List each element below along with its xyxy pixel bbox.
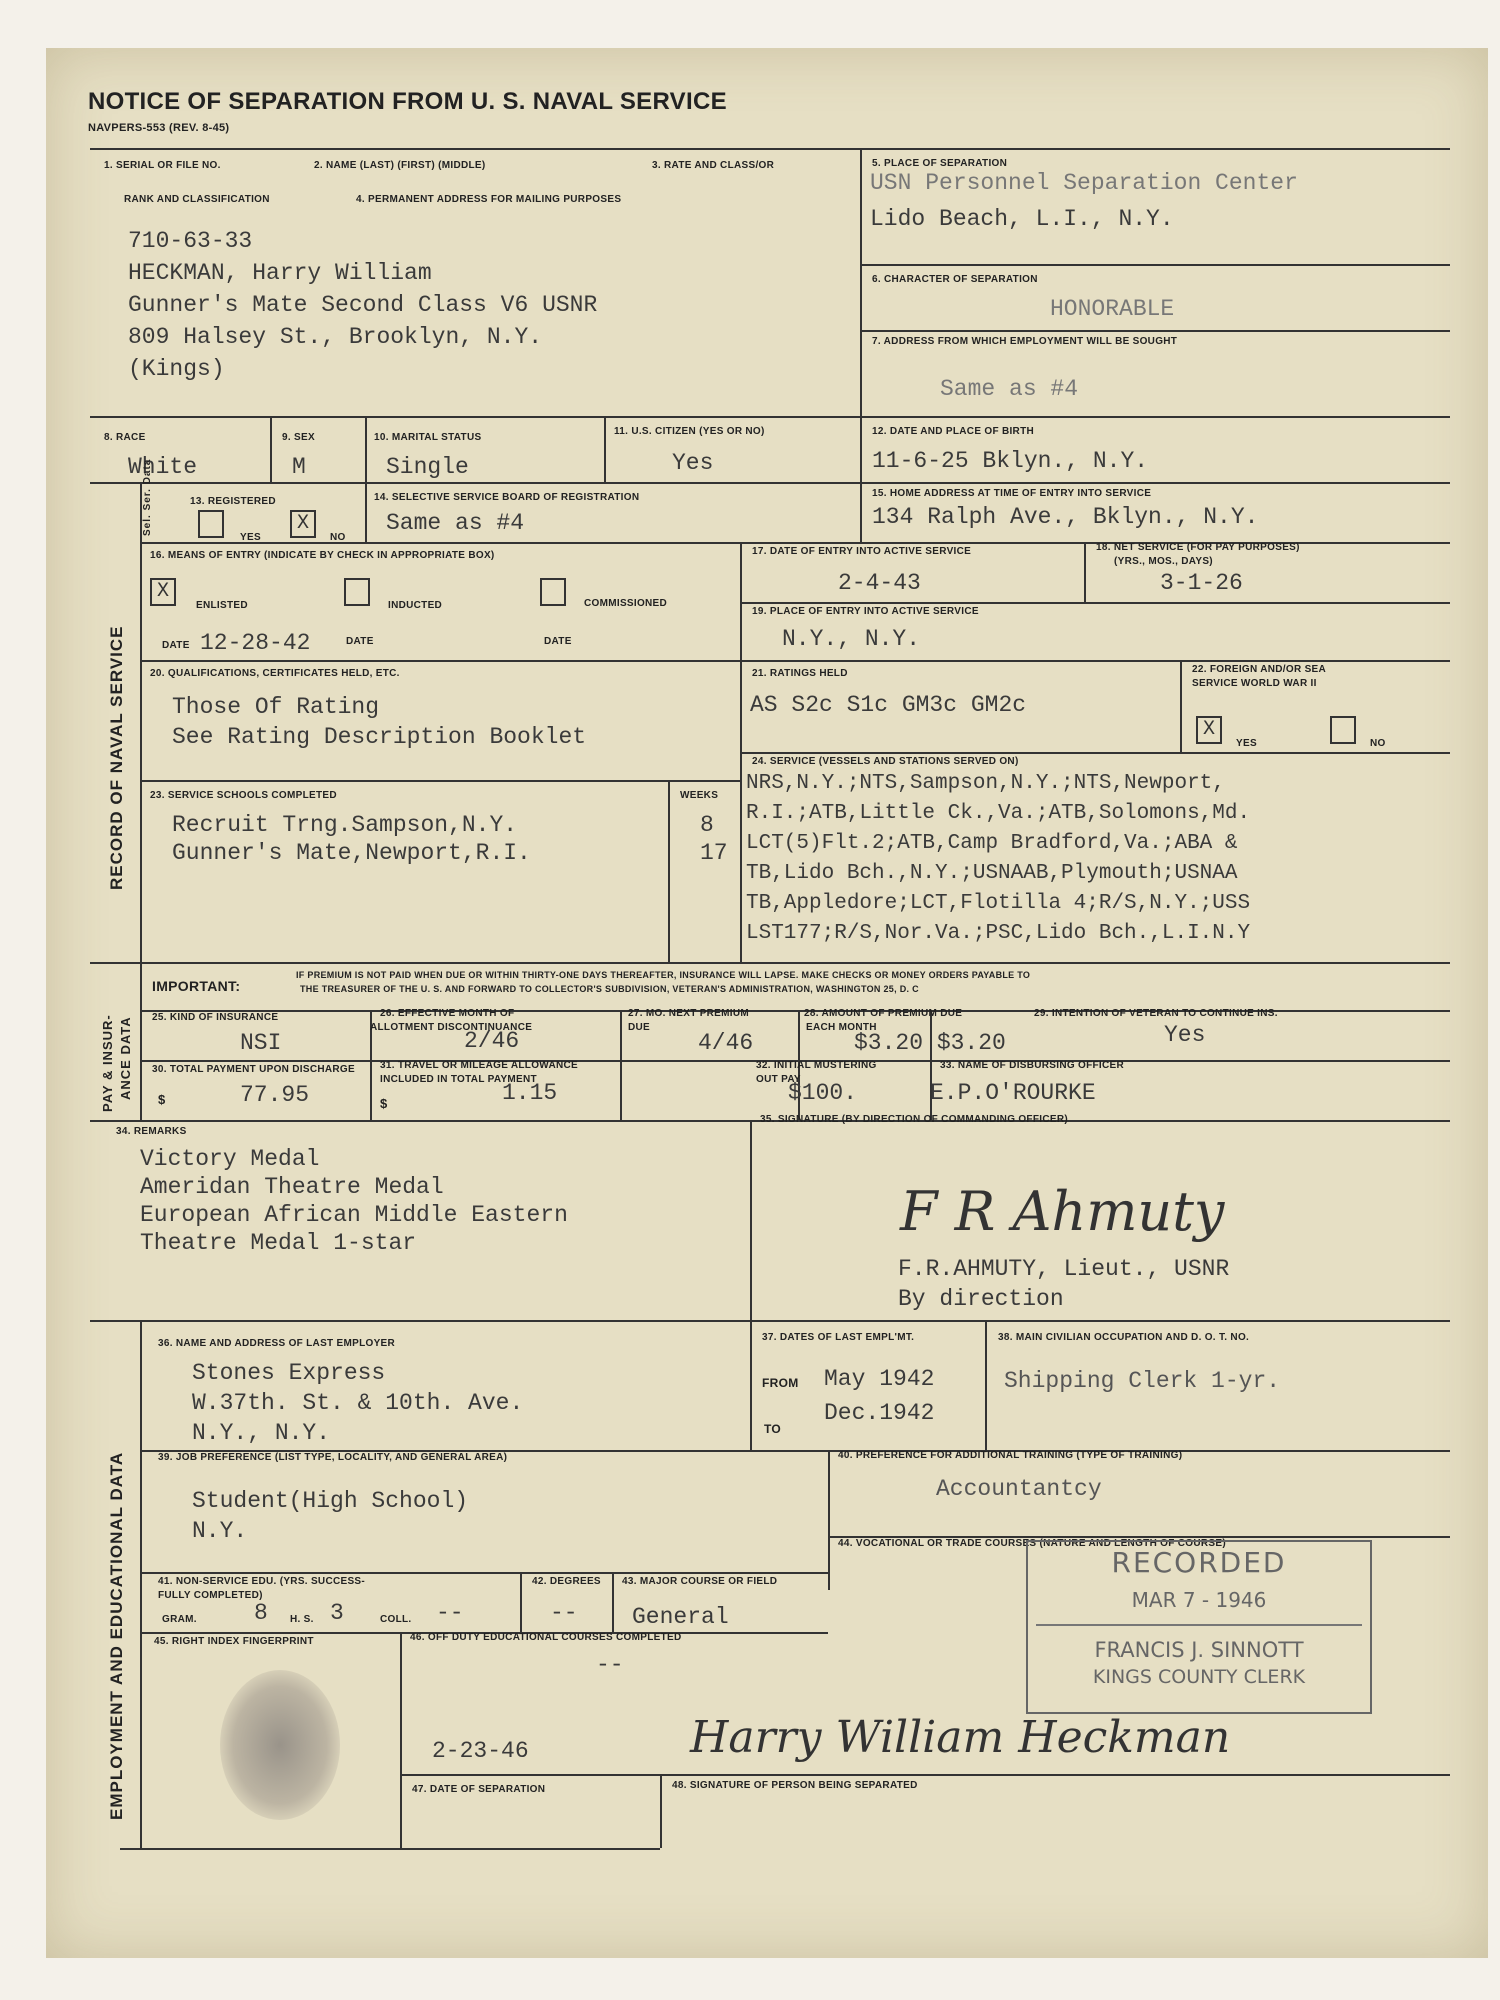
value-address-line1: 809 Halsey St., Brooklyn, N.Y. xyxy=(128,324,543,350)
value-employer-1: Stones Express xyxy=(192,1360,386,1386)
label-last-employer: 36. NAME AND ADDRESS OF LAST EMPLOYER xyxy=(158,1338,396,1349)
value-degrees: -- xyxy=(550,1600,578,1626)
rule xyxy=(120,1848,660,1850)
value-qualifications-1: Those Of Rating xyxy=(172,694,380,720)
label-service-schools: 23. SERVICE SCHOOLS COMPLETED xyxy=(150,790,337,801)
value-service-line: TB,Appledore;LCT,Flotilla 4;R/S,N.Y.;USS xyxy=(746,892,1251,915)
label-allotment-2: ALLOTMENT DISCONTINUANCE xyxy=(370,1022,533,1033)
value-employer-3: N.Y., N.Y. xyxy=(192,1420,331,1446)
side-label-pay1: PAY & INSUR- xyxy=(100,1014,115,1112)
value-empl-to: Dec.1942 xyxy=(824,1400,935,1426)
label-non-service-edu: 41. NON-SERVICE EDU. (YRS. SUCCESS- xyxy=(158,1576,366,1587)
important-notice-2: THE TREASURER OF THE U. S. AND FORWARD TO COLLECTOR'S SUBDIVISION, VETERAN'S ADMINISTRATION, WASHINGTON 25, D. C xyxy=(300,984,919,994)
rule xyxy=(860,148,862,416)
label-inducted: INDUCTED xyxy=(388,600,443,611)
label-marital: 10. MARITAL STATUS xyxy=(374,432,482,443)
value-next-premium: 4/46 xyxy=(698,1030,754,1056)
label-training: 40. PREFERENCE FOR ADDITIONAL TRAINING (TYPE OF TRAINING) xyxy=(838,1450,1183,1461)
label-gram: GRAM. xyxy=(162,1614,197,1625)
label-intention: 29. INTENTION OF VETERAN TO CONTINUE INS. xyxy=(1034,1008,1278,1019)
label-travel: 31. TRAVEL OR MILEAGE ALLOWANCE xyxy=(380,1060,579,1071)
rule xyxy=(750,1320,752,1450)
value-employer-2: W.37th. St. & 10th. Ave. xyxy=(192,1390,524,1416)
label-next-premium-due: DUE xyxy=(628,1022,651,1033)
label-hs: H. S. xyxy=(290,1614,314,1625)
rule xyxy=(740,752,1450,754)
value-service-line: TB,Lido Bch.,N.Y.;USNAAB,Plymouth;USNAA xyxy=(746,862,1238,885)
value-school-1: Recruit Trng.Sampson,N.Y. xyxy=(172,812,518,838)
label-total-payment: 30. TOTAL PAYMENT UPON DISCHARGE xyxy=(152,1064,355,1075)
label-sea-service-2: SERVICE WORLD WAR II xyxy=(1192,678,1317,689)
label-ratings: 21. RATINGS HELD xyxy=(752,668,848,679)
label-vocational: 44. VOCATIONAL OR TRADE COURSES (NATURE AND LENGTH OF COURSE) xyxy=(838,1538,1226,1549)
value-sex: M xyxy=(292,454,306,480)
stamp-date: MAR 7 - 1946 xyxy=(1131,1588,1267,1612)
label-service-stations: 24. SERVICE (VESSELS AND STATIONS SERVED ON) xyxy=(752,756,1019,767)
label-no: NO xyxy=(330,532,346,543)
value-rate: Gunner's Mate Second Class V6 USNR xyxy=(128,292,598,318)
side-label-employment: EMPLOYMENT AND EDUCATIONAL DATA xyxy=(107,1451,126,1820)
commissioned-checkbox[interactable] xyxy=(540,578,566,606)
value-race: White xyxy=(128,454,198,480)
recorded-stamp xyxy=(1026,1540,1372,1714)
label-place-separation: 5. PLACE OF SEPARATION xyxy=(872,158,1008,169)
inducted-checkbox[interactable] xyxy=(344,578,370,606)
rule xyxy=(365,416,367,482)
sea-service-yes-checkbox[interactable]: X xyxy=(1196,716,1222,744)
rule xyxy=(140,482,142,962)
label-mustering: 32. INITIAL MUSTERING xyxy=(756,1060,877,1071)
rule xyxy=(140,780,740,782)
label-next-premium: 27. MO. NEXT PREMIUM xyxy=(628,1008,750,1019)
side-label-naval: RECORD OF NAVAL SERVICE xyxy=(107,625,126,890)
value-off-duty-courses: -- xyxy=(596,1652,624,1678)
person-signature: Harry William Heckman xyxy=(690,1712,1231,1763)
label-allotment: 26. EFFECTIVE MONTH OF xyxy=(380,1008,515,1019)
label-home-address: 15. HOME ADDRESS AT TIME OF ENTRY INTO SERVICE xyxy=(872,488,1152,499)
rule xyxy=(140,962,142,1120)
rule xyxy=(90,148,1450,150)
registered-yes-checkbox[interactable] xyxy=(198,510,224,538)
label-premium-each-month: EACH MONTH xyxy=(806,1022,877,1033)
value-service-line: LST177;R/S,Nor.Va.;PSC,Lido Bch.,L.I.N.Y xyxy=(746,922,1251,945)
value-school-2-weeks: 17 xyxy=(700,840,728,866)
label-dollar-sign: $ xyxy=(380,1096,388,1111)
value-employment-address: Same as #4 xyxy=(940,376,1079,402)
rule xyxy=(365,482,367,542)
rule xyxy=(400,1632,402,1848)
label-character: 6. CHARACTER OF SEPARATION xyxy=(872,274,1038,285)
label-remarks: 34. REMARKS xyxy=(116,1126,187,1137)
value-occupation: Shipping Clerk 1-yr. xyxy=(1004,1368,1281,1394)
label-date-commissioned: DATE xyxy=(544,636,572,647)
value-enlist-date: 12-28-42 xyxy=(200,630,311,656)
registered-no-checkbox[interactable]: X xyxy=(290,510,316,538)
label-entry-place: 19. PLACE OF ENTRY INTO ACTIVE SERVICE xyxy=(752,606,979,617)
value-qualifications-2: See Rating Description Booklet xyxy=(172,724,587,750)
rule xyxy=(270,416,272,482)
value-travel: 1.15 xyxy=(502,1080,558,1106)
form-number: NAVPERS-553 (REV. 8-45) xyxy=(88,122,230,134)
value-name: HECKMAN, Harry William xyxy=(128,260,432,286)
value-officer-name: F.R.AHMUTY, Lieut., USNR xyxy=(898,1256,1230,1282)
rule xyxy=(668,780,670,962)
label-separation-date: 47. DATE OF SEPARATION xyxy=(412,1784,546,1795)
label-rate: 3. RATE AND CLASS/OR xyxy=(652,160,775,171)
value-empl-from: May 1942 xyxy=(824,1366,935,1392)
label-commissioned: COMMISSIONED xyxy=(584,598,668,609)
label-rank: RANK AND CLASSIFICATION xyxy=(124,194,270,205)
label-important: IMPORTANT: xyxy=(152,978,241,994)
value-character: HONORABLE xyxy=(1050,296,1175,322)
label-sel-ser-data: Sel. Ser. Data xyxy=(142,458,153,536)
value-coll-years: -- xyxy=(436,1600,464,1626)
value-remark: Ameridan Theatre Medal xyxy=(140,1174,444,1200)
label-travel-2: INCLUDED IN TOTAL PAYMENT xyxy=(380,1074,537,1085)
label-employment-address: 7. ADDRESS FROM WHICH EMPLOYMENT WILL BE SOUGHT xyxy=(872,336,1178,347)
label-means-entry: 16. MEANS OF ENTRY (INDICATE BY CHECK IN APPROPRIATE BOX) xyxy=(150,550,495,561)
form-title: NOTICE OF SEPARATION FROM U. S. NAVAL SERVICE xyxy=(88,88,727,115)
label-sea-yes: YES xyxy=(1236,738,1257,749)
value-birth: 11-6-25 Bklyn., N.Y. xyxy=(872,448,1149,474)
label-date-inducted: DATE xyxy=(346,636,374,647)
label-disbursing: 33. NAME OF DISBURSING OFFICER xyxy=(940,1060,1125,1071)
rule xyxy=(90,962,1450,964)
value-job-preference-1: Student(High School) xyxy=(192,1488,469,1514)
rule xyxy=(90,482,1450,484)
value-serial: 710-63-33 xyxy=(128,228,253,254)
value-place-separation-1: USN Personnel Separation Center xyxy=(870,170,1298,196)
rule xyxy=(985,1320,987,1450)
value-home-address: 134 Ralph Ave., Bklyn., N.Y. xyxy=(872,504,1259,530)
label-premium-amount: 28. AMOUNT OF PREMIUM DUE xyxy=(804,1008,963,1019)
label-coll: COLL. xyxy=(380,1614,412,1625)
value-training: Accountantcy xyxy=(936,1476,1102,1502)
value-place-separation-2: Lido Beach, L.I., N.Y. xyxy=(870,206,1174,232)
value-selective-board: Same as #4 xyxy=(386,510,525,536)
rule xyxy=(1180,660,1182,752)
rule xyxy=(740,602,1450,604)
rule xyxy=(620,1010,622,1120)
enlisted-checkbox[interactable]: X xyxy=(150,578,176,606)
value-intention: Yes xyxy=(1164,1022,1206,1048)
label-entry-date: 17. DATE OF ENTRY INTO ACTIVE SERVICE xyxy=(752,546,972,557)
label-job-preference: 39. JOB PREFERENCE (LIST TYPE, LOCALITY, AND GENERAL AREA) xyxy=(158,1452,508,1463)
value-remark: Victory Medal xyxy=(140,1146,320,1172)
rule xyxy=(90,416,1450,418)
value-citizen: Yes xyxy=(672,450,714,476)
label-selective-board: 14. SELECTIVE SERVICE BOARD OF REGISTRATION xyxy=(374,492,640,503)
label-sea-service: 22. FOREIGN AND/OR SEA xyxy=(1192,664,1327,675)
rule xyxy=(140,660,1450,662)
label-sea-no: NO xyxy=(1370,738,1386,749)
rule xyxy=(612,1572,614,1632)
stamp-clerk-title: KINGS COUNTY CLERK xyxy=(1092,1666,1306,1688)
sea-service-no-checkbox[interactable] xyxy=(1330,716,1356,744)
label-weeks: WEEKS xyxy=(680,790,719,801)
label-qualifications: 20. QUALIFICATIONS, CERTIFICATES HELD, ETC. xyxy=(150,668,400,679)
stamp-recorded: RECORDED xyxy=(1111,1546,1287,1579)
label-officer-signature: 35. SIGNATURE (BY DIRECTION OF COMMANDING OFFICER) xyxy=(760,1114,1068,1125)
label-degrees: 42. DEGREES xyxy=(532,1576,601,1587)
label-name: 2. NAME (LAST) (FIRST) (MIDDLE) xyxy=(314,160,486,171)
value-remark: Theatre Medal 1-star xyxy=(140,1230,417,1256)
rule xyxy=(1084,542,1086,602)
label-yes: YES xyxy=(240,532,261,543)
label-serial: 1. SERIAL OR FILE NO. xyxy=(104,160,221,171)
label-from: FROM xyxy=(762,1376,799,1390)
rule xyxy=(604,416,606,482)
important-notice-1: IF PREMIUM IS NOT PAID WHEN DUE OR WITHIN THIRTY-ONE DAYS THEREAFTER, INSURANCE WILL LAPSE. MAKE CHECKS OR MONEY ORDERS PAYABLE TO xyxy=(296,970,1031,980)
value-school-2: Gunner's Mate,Newport,R.I. xyxy=(172,840,531,866)
rule xyxy=(520,1572,522,1632)
officer-signature: F R Ahmuty xyxy=(900,1180,1225,1243)
value-remark: European African Middle Eastern xyxy=(140,1202,568,1228)
label-mustering-2: OUT PAY xyxy=(756,1074,801,1085)
label-person-signature: 48. SIGNATURE OF PERSON BEING SEPARATED xyxy=(672,1780,918,1791)
value-gram-years: 8 xyxy=(254,1600,268,1626)
rule xyxy=(860,416,862,482)
value-service-line: NRS,N.Y.;NTS,Sampson,N.Y.;NTS,Newport, xyxy=(746,772,1225,795)
rule xyxy=(140,1572,828,1574)
rule xyxy=(860,330,1450,332)
value-premium-amount: $3.20 $3.20 xyxy=(854,1030,1006,1056)
label-citizen: 11. U.S. CITIZEN (YES OR NO) xyxy=(614,426,765,437)
value-entry-date: 2-4-43 xyxy=(838,570,921,596)
label-major: 43. MAJOR COURSE OR FIELD xyxy=(622,1576,778,1587)
label-birth: 12. DATE AND PLACE OF BIRTH xyxy=(872,426,1034,437)
value-service-line: LCT(5)Flt.2;ATB,Camp Bradford,Va.;ABA & xyxy=(746,832,1238,855)
value-separation-date: 2-23-46 xyxy=(432,1738,529,1764)
label-dollar-sign: $ xyxy=(158,1092,166,1107)
label-enlisted: ENLISTED xyxy=(196,600,248,611)
label-fingerprint: 45. RIGHT INDEX FINGERPRINT xyxy=(154,1636,314,1647)
rule xyxy=(140,1320,142,1848)
label-to: TO xyxy=(764,1422,782,1436)
rule xyxy=(828,1450,830,1590)
value-insurance-kind: NSI xyxy=(240,1030,282,1056)
label-date-enlisted: DATE xyxy=(162,640,190,651)
value-allotment-month: 2/46 xyxy=(464,1028,520,1054)
fingerprint-smudge xyxy=(220,1670,340,1820)
label-address: 4. PERMANENT ADDRESS FOR MAILING PURPOSES xyxy=(356,194,622,205)
rule xyxy=(860,482,862,542)
stamp-rule xyxy=(1036,1624,1362,1626)
value-mustering: $100. xyxy=(788,1080,858,1106)
value-disbursing: E.P.O'ROURKE xyxy=(930,1080,1096,1106)
label-sex: 9. SEX xyxy=(282,432,315,443)
rule xyxy=(750,1120,752,1320)
rule xyxy=(90,1320,1450,1322)
rule xyxy=(400,1774,1450,1776)
value-school-1-weeks: 8 xyxy=(700,812,714,838)
value-address-line2: (Kings) xyxy=(128,356,225,382)
value-entry-place: N.Y., N.Y. xyxy=(782,626,921,652)
label-race: 8. RACE xyxy=(104,432,146,443)
value-net-service: 3-1-26 xyxy=(1160,570,1243,596)
label-insurance-kind: 25. KIND OF INSURANCE xyxy=(152,1012,279,1023)
label-off-duty-courses: 46. OFF DUTY EDUCATIONAL COURSES COMPLETED xyxy=(410,1632,682,1643)
rule xyxy=(860,264,1450,266)
stamp-clerk-name: FRANCIS J. SINNOTT xyxy=(1094,1638,1304,1662)
label-net-service-units: (YRS., MOS., DAYS) xyxy=(1114,556,1213,567)
value-hs-years: 3 xyxy=(330,1600,344,1626)
value-service-line: R.I.;ATB,Little Ck.,Va.;ATB,Solomons,Md. xyxy=(746,802,1251,825)
value-major: General xyxy=(632,1604,729,1630)
value-job-preference-2: N.Y. xyxy=(192,1518,248,1544)
label-occupation: 38. MAIN CIVILIAN OCCUPATION AND D. O. T. NO. xyxy=(998,1332,1250,1343)
label-registered: 13. REGISTERED xyxy=(190,496,276,507)
label-empl-dates: 37. DATES OF LAST EMPL'MT. xyxy=(762,1332,915,1343)
value-marital: Single xyxy=(386,454,469,480)
label-non-service-edu-2: FULLY COMPLETED) xyxy=(158,1590,263,1601)
value-ratings: AS S2c S1c GM3c GM2c xyxy=(750,692,1027,718)
value-officer-by: By direction xyxy=(898,1286,1064,1312)
rule xyxy=(660,1774,662,1848)
side-label-pay2: ANCE DATA xyxy=(118,1016,133,1100)
label-net-service: 18. NET SERVICE (FOR PAY PURPOSES) xyxy=(1096,542,1300,553)
value-total-payment: 77.95 xyxy=(240,1082,310,1108)
